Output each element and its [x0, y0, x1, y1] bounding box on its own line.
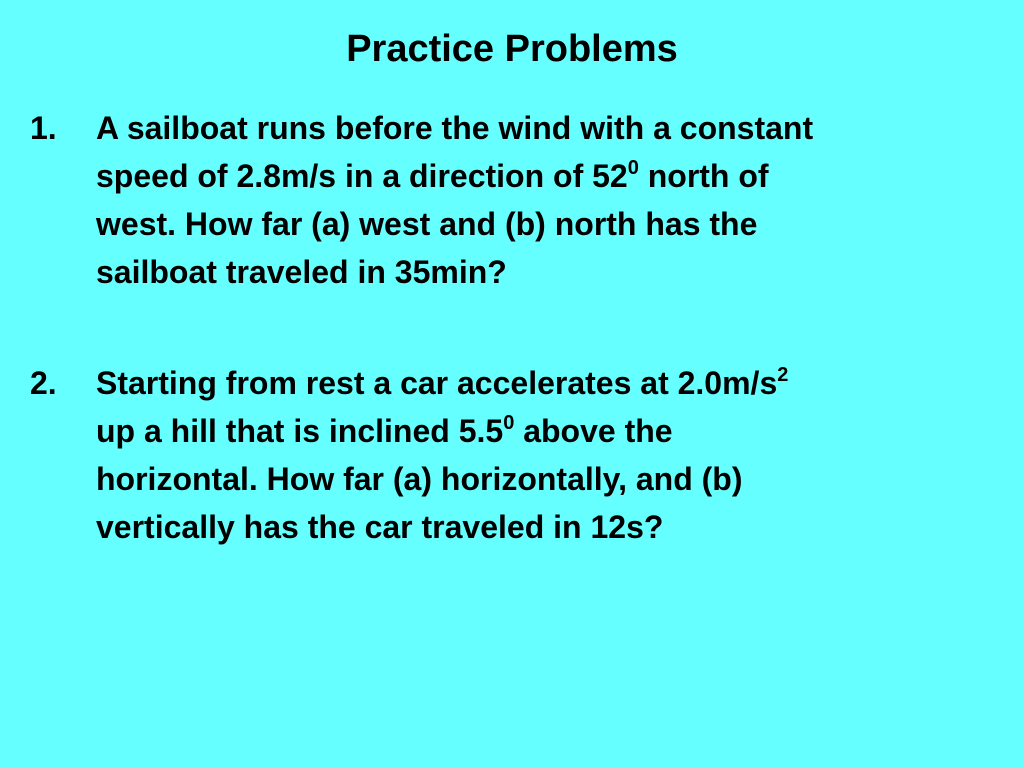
line-text: A sailboat runs before the wind with a constant — [96, 110, 814, 146]
problem-line — [96, 104, 1006, 152]
problem-text — [96, 104, 1006, 296]
superscript: 2 — [777, 364, 789, 386]
problem-line — [96, 455, 1006, 503]
slide-title: Practice Problems — [346, 28, 678, 70]
problem-number: 1. — [30, 110, 57, 146]
problem-line — [96, 407, 1006, 455]
problem-text — [96, 359, 1006, 551]
line-text: above the — [514, 413, 673, 449]
problem-line — [96, 248, 1006, 296]
problem-number: 2. — [30, 365, 57, 401]
problem-line — [96, 152, 1006, 200]
line-text: up a hill that is inclined 5.5 — [96, 413, 504, 449]
line-text: horizontal. How far (a) horizontally, and (b) — [96, 461, 743, 497]
line-text: west. How far (a) west and (b) north has the — [96, 206, 758, 242]
problem-line — [96, 503, 1006, 551]
line-text: sailboat traveled in 35min? — [96, 254, 507, 290]
line-text: north of — [638, 158, 769, 194]
problem-line — [96, 359, 1006, 407]
problem-line — [96, 200, 1006, 248]
line-text: speed of 2.8m/s in a direction of 52 — [96, 158, 628, 194]
line-text: Starting from rest a car accelerates at 2.0m/s — [96, 365, 778, 401]
line-text: vertically has the car traveled in 12s? — [96, 509, 664, 545]
superscript: 0 — [627, 157, 639, 179]
superscript: 0 — [503, 412, 515, 434]
